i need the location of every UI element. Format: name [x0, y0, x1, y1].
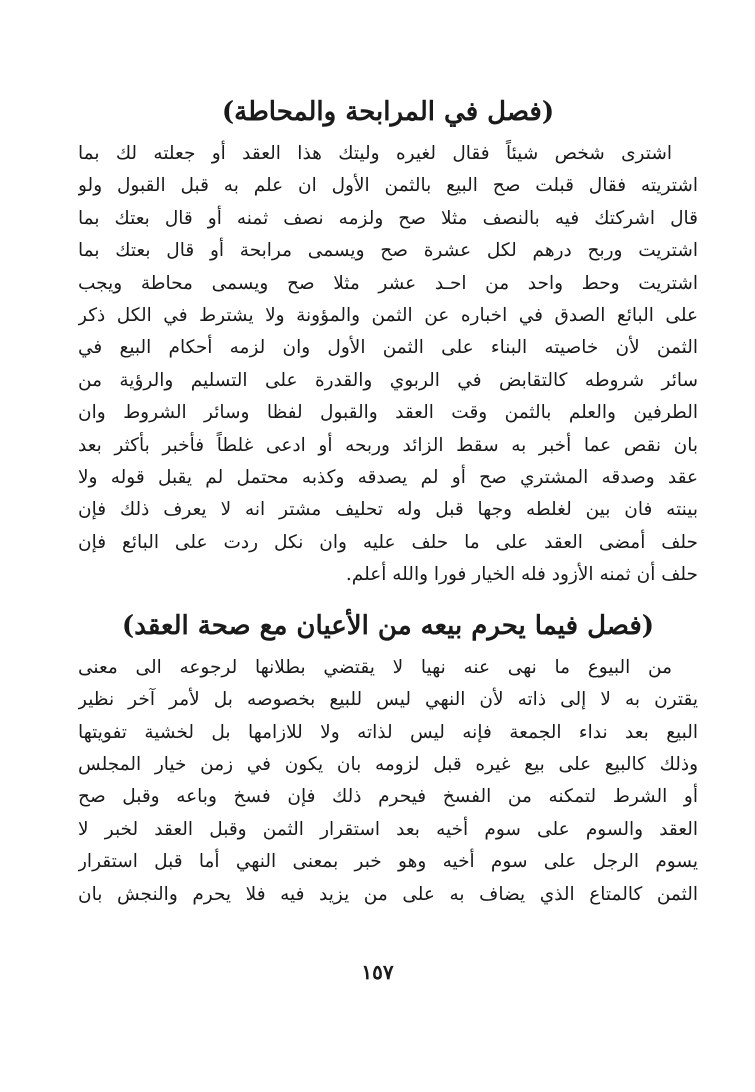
- text-line: اشترى شخص شيئاً فقال لغيره وليتك هذا العقد أو جعلته لك بما: [78, 143, 672, 164]
- book-page: [78, 92, 698, 911]
- text-line: وذلك كالبيع على بيع غيره قبل لزومه بان يكون في زمن خيار المجلس: [78, 753, 698, 775]
- text-line: البيع بعد نداء الجمعة فإنه ليس لذاته ولا للازامها بل لخشية تفويتها: [78, 721, 698, 743]
- section-body-forbidden-sales: [78, 652, 698, 911]
- text-line: على البائع الصدق في اخباره عن الثمن والمؤونة ولا يشترط في الكل ذكر: [78, 305, 698, 327]
- text-line: عقد وصدقه المشتري صح أو لم يصدقه وكذبه محتمل لم يقبل قوله ولا: [78, 467, 698, 489]
- text-line: الطرفين والعلم بالثمن وقت العقد والقبول لفظا وسائر الشروط وان: [78, 402, 698, 424]
- page-number: ١٥٧: [361, 960, 394, 984]
- text-line: بان نقص عما أخبر به سقط الزائد وربحه أو ادعى غلطاً فأخبر بأكثر بعد: [78, 434, 698, 456]
- text-line: قال اشركتك فيه بالنصف مثلا صح ولزمه نصف ثمنه أو قال بعتك بما: [78, 207, 698, 229]
- text-line: يسوم الرجل على سوم أخيه وهو خبر بمعنى النهي أما قبل استقرار: [78, 851, 698, 873]
- text-line: يقترن به لا إلى ذاته لأن النهي ليس للبيع بخصوصه بل لأمر آخر نظير: [78, 689, 698, 711]
- section-body-murabaha: [78, 138, 698, 592]
- text-line: اشتريت وحط واحد من احـد عشر مثلا صح ويسمى محاطة ويجب: [78, 272, 698, 294]
- text-line: حلف أن ثمنه الأزود فله الخيار فورا والله أعلم.: [345, 564, 698, 586]
- section-title-murabaha: (فصل في المرابحة والمحاطة): [221, 97, 555, 127]
- text-line: سائر شروطه كالتقابض في الربوي والقدرة على التسليم والرؤية من: [78, 369, 698, 391]
- text-line: اشتريت وربح درهم لكل عشرة صح ويسمى مرابحة أو قال بعتك بما: [78, 240, 698, 262]
- text-line: اشتريته فقال قبلت صح البيع بالثمن الأول ان علم به قبل القبول ولو: [78, 175, 698, 197]
- text-line: أو الشرط لتمكنه من الفسخ فيحرم ذلك فإن فسخ وباعه وقبل صح: [78, 786, 698, 808]
- section-title-forbidden-sales: (فصل فيما يحرم بيعه من الأعيان مع صحة العقد): [121, 610, 655, 641]
- text-line: من البيوع ما نهى عنه نهيا لا يقتضي بطلانها لرجوعه الى معنى: [78, 656, 672, 678]
- text-line: الثمن لأن خاصيته البناء على الثمن الأول وان لزمه أحكام البيع في: [78, 337, 698, 359]
- text-line: حلف أمضى العقد على ما حلف عليه وان نكل ردت على البائع فإن: [78, 531, 698, 553]
- text-line: بينته فان بين لغلطه وجها قبل وله تحليف مشتر انه لا يعرف ذلك فإن: [78, 499, 698, 521]
- text-line: الثمن كالمتاع الذي يضاف به على من يزيد فيه فلا يحرم والنجش بان: [78, 883, 698, 905]
- text-line: العقد والسوم على سوم أخيه بعد استقرار الثمن وقبل العقد لخبر لا: [78, 818, 698, 840]
